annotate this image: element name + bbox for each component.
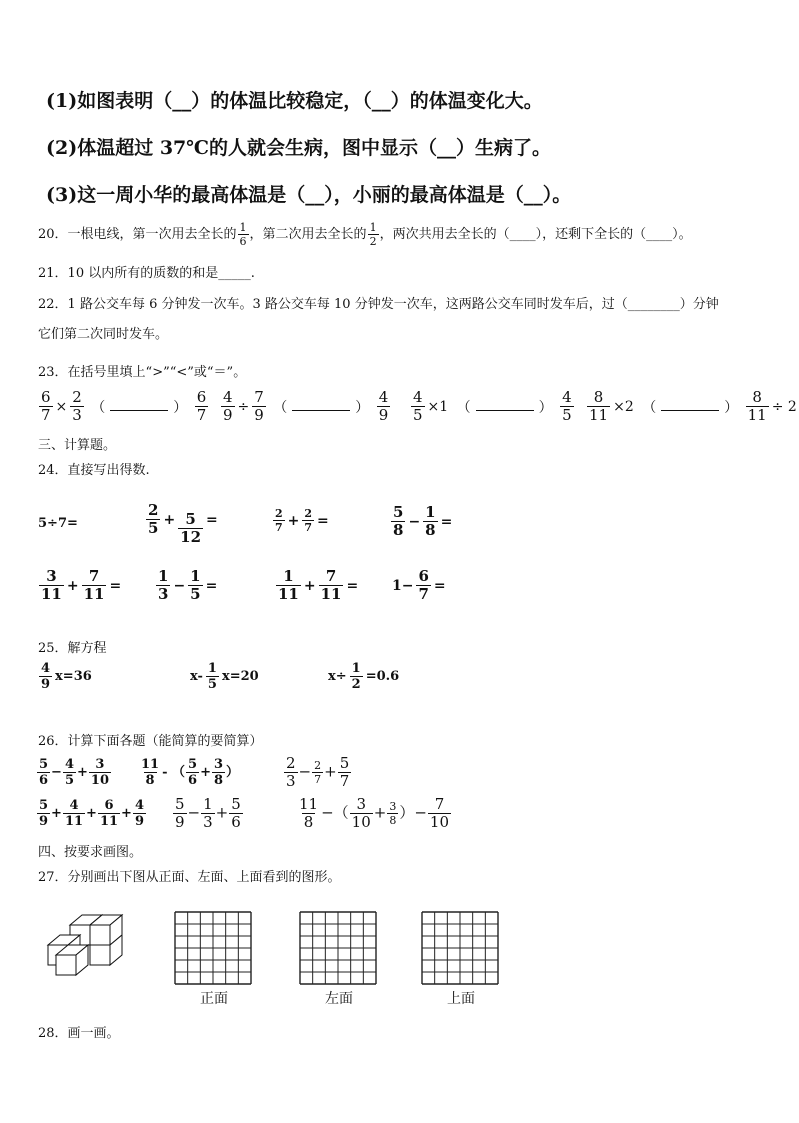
q20-fraction-2: $\frac{1}{2}$ [369, 221, 377, 248]
answer-blank[interactable] [292, 398, 350, 411]
q26-r1a: $\frac{5}{6}$ − $\frac{4}{5}$ + $\frac{3}{10}$ [39, 757, 109, 788]
q24-e3: $\frac{2}{7}$ + $\frac{2}{7}$ = [275, 507, 329, 534]
left-view-grid[interactable] [298, 910, 378, 985]
section-3-heading: 三、计算题。 [38, 438, 117, 453]
answer-blank[interactable] [661, 398, 719, 411]
front-view-grid[interactable] [173, 910, 253, 985]
q28: 28．画一画。 [38, 1026, 120, 1041]
cube-stack-figure [40, 905, 140, 985]
q26-title: 26．计算下面各题（能简算的要简算） [38, 734, 263, 749]
answer-blank[interactable] [110, 398, 168, 411]
q24-e4: $\frac{5}{8}$ − $\frac{1}{8}$ = [393, 503, 453, 539]
q22-line2: 它们第二次同时发车。 [38, 327, 169, 342]
q25-e3: x÷ $\frac{1}{2}$ =0.6 [328, 661, 400, 692]
q24-e5: $\frac{3}{11}$ + $\frac{7}{11}$ = [41, 567, 122, 603]
q20 [38, 222, 692, 247]
q19-part3: (3)这一周小华的最高体温是（__），小丽的最高体温是（__）。 [46, 184, 572, 206]
q27-title: 27．分别画出下图从正面、左面、上面看到的图形。 [38, 870, 341, 885]
q26-r1c: $\frac{2}{3}$ − $\frac{2}{7}$ + $\frac{5}{7}$ [286, 754, 350, 790]
top-view-label: 上面 [447, 991, 475, 1007]
left-view-label: 左面 [325, 991, 353, 1007]
q23-item1: $\frac{6}{7}$ × $\frac{2}{3}$ （ ） $\frac{6}{7}$ [41, 388, 207, 424]
q19-part1: (1)如图表明（__）的体温比较稳定，（__）的体温变化大。 [46, 90, 543, 112]
q24-e8: 1− $\frac{6}{7}$ = [392, 567, 446, 603]
q20-text-a: 20．一根电线，第一次用去全长的 [38, 227, 237, 242]
q26-r2b: $\frac{5}{9}$ − $\frac{1}{3}$ + $\frac{5}{6}$ [175, 795, 241, 831]
front-view-label: 正面 [200, 991, 228, 1007]
q25-e1: $\frac{4}{9}$ x=36 [41, 661, 92, 692]
q25-e2: x- $\frac{1}{5}$ x=20 [190, 661, 259, 692]
q26-r1b: $\frac{11}{8}$ - （ $\frac{5}{6}$ + $\frac{3}{8}$ ） [141, 757, 240, 788]
q26-r2c: $\frac{11}{8}$ −（ $\frac{3}{10}$ + $\frac{3}{8}$ ）− $\frac{7}{10}$ [299, 795, 450, 831]
q24-e1: 5÷7= [38, 516, 78, 531]
top-view-grid[interactable] [420, 910, 500, 985]
q23-item3: $\frac{4}{5}$ ×1 （ ） $\frac{4}{5}$ [413, 388, 572, 424]
q26-r2a: $\frac{5}{9}$ + $\frac{4}{11}$ + $\frac{6}{11}$ + $\frac{4}{9}$ [39, 798, 144, 829]
q21: 21．10 以内所有的质数的和是_____. [38, 266, 255, 281]
q19-part2: (2)体温超过 37℃的人就会生病，图中显示（__）生病了。 [46, 137, 552, 159]
q23-title: 23．在括号里填上“>”“<”或“＝”。 [38, 365, 247, 380]
q24-e7: $\frac{1}{11}$ + $\frac{7}{11}$ = [278, 567, 359, 603]
q24-title: 24．直接写出得数. [38, 463, 150, 478]
q23-item2: $\frac{4}{9}$ ÷ $\frac{7}{9}$ （ ） $\frac{4}{9}$ [223, 388, 389, 424]
q25-title: 25．解方程 [38, 641, 107, 656]
section-4-heading: 四、按要求画图。 [38, 845, 143, 860]
q20-fraction-1: $\frac{1}{6}$ [239, 221, 247, 248]
q24-e2: $\frac{2}{5}$ + $\frac{5}{12}$ = [148, 501, 218, 546]
q20-text-b: ，第二次用去全长的 [249, 227, 367, 242]
q24-e6: $\frac{1}{3}$ − $\frac{1}{5}$ = [158, 567, 218, 603]
answer-blank[interactable] [476, 398, 534, 411]
q22-line1: 22．1 路公交车每 6 分钟发一次车。3 路公交车每 10 分钟发一次车，这两路公交车同时发车后，过（________）分钟 [38, 297, 719, 312]
q23-item4: $\frac{8}{11}$ ×2 （ ） $\frac{8}{11}$ ÷ 2 [589, 388, 797, 424]
q20-text-c: ，两次共用去全长的（____），还剩下全长的（____）。 [379, 227, 692, 242]
